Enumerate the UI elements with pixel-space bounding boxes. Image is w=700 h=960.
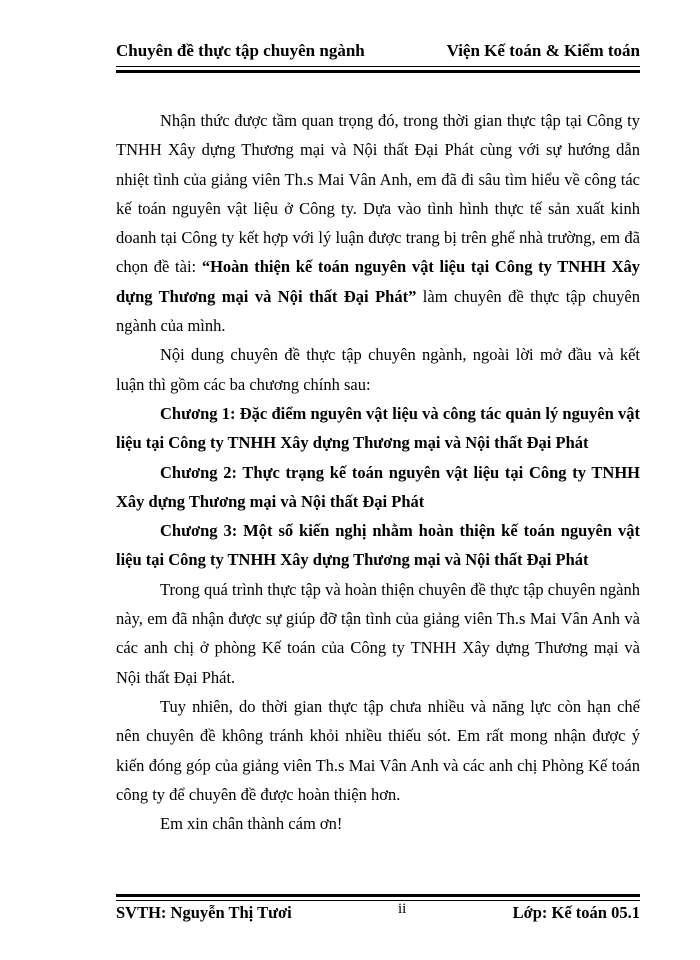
footer-rule-thick [116,894,640,897]
thesis-title: “Hoàn thiện kế toán nguyên vật liệu tại Công ty TNHH Xây dựng Thương mại và Nội thất Đại Phát” [116,257,641,306]
page-body [116,106,640,838]
paragraph-closing: Em xin chân thành cám ơn! [160,814,343,834]
intro-text-end: làm chuyên đề thực tập chuyên ngành của mình. [116,286,640,336]
footer-class: Lớp: Kế toán 05.1 [512,903,640,922]
header-left: Chuyên đề thực tập chuyên ngành [116,41,365,60]
page-header [116,40,640,62]
header-rule-thin [116,66,640,67]
chapter-2 [116,458,640,517]
footer-rule-thin [116,900,640,901]
paragraph-contents: Nội dung chuyên đề thực tập chuyên ngành, ngoài lời mở đầu và kết luận thì gồm các ba chương chính sau: [116,345,640,394]
chapter-3 [116,516,640,575]
chapter-1 [116,399,640,458]
page-number: ii [397,901,407,917]
chapter-1-title: Chương 1: Đặc điểm nguyên vật liệu và công tác quản lý nguyên vật liệu tại Công ty TNHH Xây dựng Thương mại và Nội thất Đại Phát [116,403,640,453]
header-rule-thick [116,70,640,73]
paragraph-thanks: Trong quá trình thực tập và hoàn thiện chuyên đề thực tập chuyên ngành này, em đã nhận được sự giúp đỡ tận tình của giảng viên Th.s Mai Vân Anh và các anh chị ở phòng Kế toán của Công ty TNHH Xây dựng Thương mại và Nội thất Đại Phát. [116,579,640,687]
page-footer [116,902,640,924]
chapter-2-title: Chương 2: Thực trạng kế toán nguyên vật liệu tại Công ty TNHH Xây dựng Thương mại và Nội thất Đại Phát [116,462,640,511]
chapter-3-title: Chương 3: Một số kiến nghị nhằm hoàn thiện kế toán nguyên vật liệu tại Công ty TNHH Xây dựng Thương mại và Nội thất Đại Phát [116,521,640,570]
paragraph-intro [116,106,640,340]
paragraph-limitations: Tuy nhiên, do thời gian thực tập chưa nhiều và năng lực còn hạn chế nên chuyên đề không tránh khỏi nhiều thiếu sót. Em rất mong nhận được ý kiến đóng góp của giảng viên Th.s Mai Vân Anh và các anh chị Phòng Kế toán công ty để chuyên đề được hoàn thiện hơn. [116,696,640,804]
header-right: Viện Kế toán & Kiểm toán [446,41,640,60]
intro-text: Nhận thức được tầm quan trọng đó, trong thời gian thực tập tại Công ty TNHH Xây dựng Thương mại và Nội thất Đại Phát cùng với sự hướng dẫn nhiệt tình của giảng viên Th.s Mai Vân Anh, em đã đi sâu tìm hiểu về công tác kế toán nguyên vật liệu ở Công ty. Dựa vào tình hình thực tế sản xuất kinh doanh tại Công ty kết hợp với lý luận được trang bị trên ghế nhà trường, em đã chọn đề tài: [116,111,640,277]
footer-student: SVTH: Nguyễn Thị Tươi [116,903,292,922]
